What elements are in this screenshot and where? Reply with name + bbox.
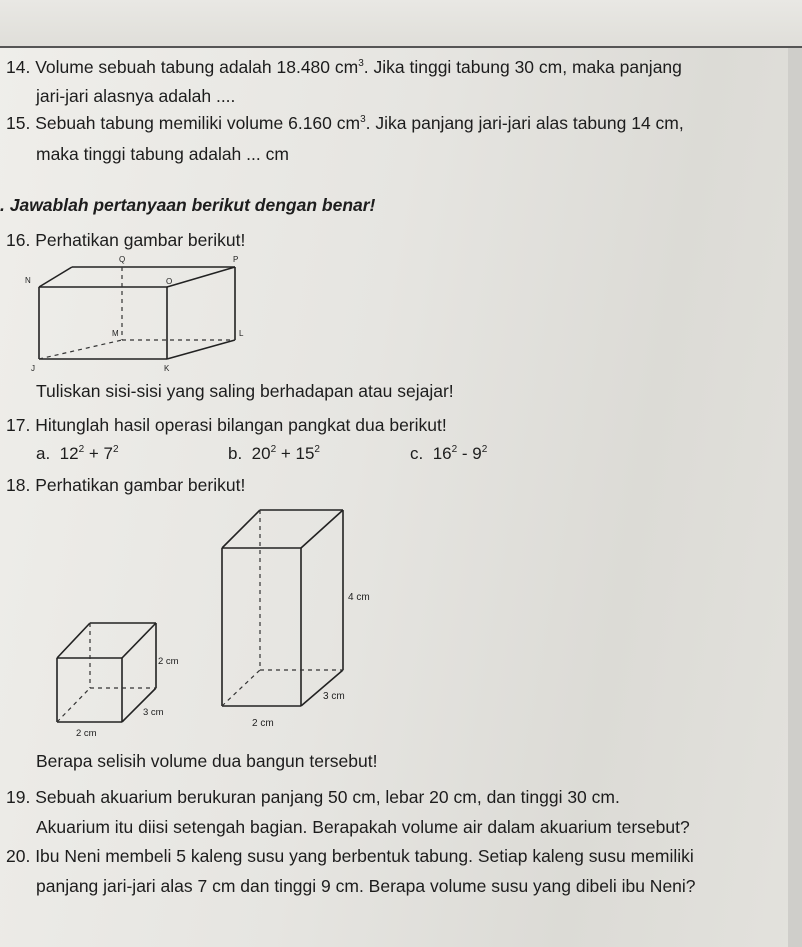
q14-line2: jari-jari alasnya adalah .... <box>36 86 236 106</box>
q17-item-b: b. $20^2 + 15^2$ <box>228 444 320 463</box>
cube-figure <box>57 623 179 739</box>
q18-instruction: Berapa selisih volume dua bangun tersebut! <box>36 751 378 771</box>
q17-title: 17. Hitunglah hasil operasi bilangan pangkat dua berikut! <box>6 415 447 435</box>
q15-line2: maka tinggi tabung adalah ... cm <box>36 144 289 164</box>
q20-line1: 20. Ibu Neni membeli 5 kaleng susu yang berbentuk tabung. Setiap kaleng susu memiliki <box>6 846 694 866</box>
page-edge <box>788 48 802 947</box>
q16-box-figure <box>22 250 252 380</box>
q17-item-a: a. $12^2 + 7^2$ <box>36 444 119 463</box>
vertex-label-n: N <box>25 276 31 285</box>
q19-line1: 19. Sebuah akuarium berukuran panjang 50 cm, lebar 20 cm, dan tinggi 30 cm. <box>6 787 620 807</box>
q16-instruction: Tuliskan sisi-sisi yang saling berhadapan atau sejajar! <box>36 381 454 401</box>
cube-width-label: 2 cm <box>76 728 97 739</box>
prism-width-label: 2 cm <box>252 718 274 729</box>
q16-title: 16. Perhatikan gambar berikut! <box>6 230 246 250</box>
prism-height-label: 4 cm <box>348 592 370 603</box>
vertex-label-m: M <box>112 329 119 338</box>
q17-item-c: c. $16^2 - 9^2$ <box>410 444 488 463</box>
vertex-label-k: K <box>164 364 170 373</box>
prism-depth-label: 3 cm <box>323 691 345 702</box>
top-rule <box>0 46 802 48</box>
cube-depth-label: 3 cm <box>143 707 164 718</box>
section-heading: . Jawablah pertanyaan berikut dengan benar! <box>0 195 376 215</box>
vertex-label-p: P <box>233 255 239 264</box>
q14-line1: 14. Volume sebuah tabung adalah 18.480 $cm^3$. Jika tinggi tabung 30 cm, maka panjang <box>6 57 682 77</box>
q18-figures <box>40 500 420 750</box>
vertex-label-o: O <box>166 277 173 286</box>
vertex-label-q: Q <box>119 255 126 264</box>
vertex-label-j: J <box>31 364 35 373</box>
q15-line1: 15. Sebuah tabung memiliki volume 6.160 $cm^3$. Jika panjang jari-jari alas tabung 14 cm, <box>6 113 684 133</box>
q19-line2: Akuarium itu diisi setengah bagian. Berapakah volume air dalam akuarium tersebut? <box>36 817 690 837</box>
vertex-label-l: L <box>239 329 244 338</box>
q20-line2: panjang jari-jari alas 7 cm dan tinggi 9 cm. Berapa volume susu yang dibeli ibu Neni? <box>36 876 696 896</box>
prism-figure <box>222 510 370 729</box>
top-margin <box>0 0 802 48</box>
cube-height-label: 2 cm <box>158 656 179 667</box>
q18-title: 18. Perhatikan gambar berikut! <box>6 475 246 495</box>
